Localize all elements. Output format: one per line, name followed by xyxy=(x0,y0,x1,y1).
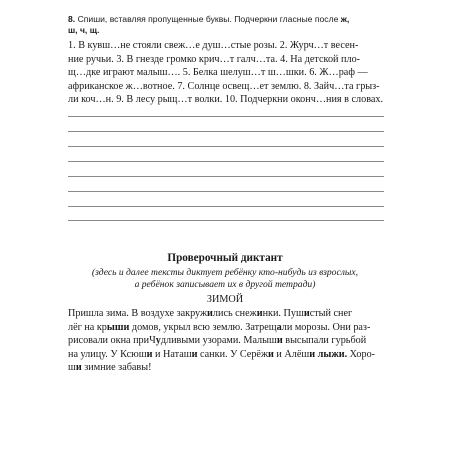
dictation-heading: Проверочный диктант xyxy=(167,252,283,264)
dictation-text-run: высыпали гурьбой xyxy=(282,335,367,346)
task-letters-2: ш, ч, щ. xyxy=(68,25,100,35)
highlighted-letters: и xyxy=(75,362,82,373)
dictation-text-run: ли морозы. Они раз- xyxy=(281,321,371,333)
writing-line xyxy=(68,206,384,207)
exercise-line: щ…дке играют малыш…. 5. Белка шелуш…т ш…шки. 6. Ж…раф — xyxy=(68,67,368,78)
dictation-line xyxy=(68,362,384,374)
highlighted-letters: и xyxy=(256,308,263,319)
highlighted-letters: и xyxy=(191,348,198,360)
dictation-line xyxy=(68,308,384,320)
dictation-text-run: лись снеж xyxy=(212,308,257,319)
dictation-line xyxy=(68,335,384,347)
task-number: 8. xyxy=(68,14,76,24)
writing-line xyxy=(68,220,384,221)
highlighted-letters: ыши xyxy=(106,321,130,333)
dictation-text-run: домов, укрыл всю землю. Затрещ xyxy=(129,321,277,333)
exercise-line: 1. В кувш…не стояли свеж…е душ…стые розы. 2. Журч…т весен- xyxy=(68,40,359,51)
highlighted-letters: и xyxy=(146,348,153,360)
task-instruction-continuation xyxy=(68,25,386,36)
task-instruction xyxy=(68,14,386,25)
dictation-text-run: лёг на кр xyxy=(68,321,107,333)
writing-line xyxy=(68,176,384,177)
writing-line xyxy=(68,161,384,162)
dictation-title: ЗИМОЙ xyxy=(206,294,244,305)
dictation-text-run: рисовали окна приЧ xyxy=(68,335,156,346)
highlighted-letters: и xyxy=(207,308,213,319)
dictation-text-run: зимние забавы! xyxy=(81,362,152,373)
task-instruction-text: Спиши, вставляя пропущенные буквы. Подчеркни гласные после xyxy=(77,14,339,24)
dictation-line xyxy=(68,322,384,334)
exercise-line: африканское ж…вотное. 7. Солнце освещ…ет землю. 8. Зайч…та грыз- xyxy=(68,80,380,92)
task-letters-1: ж, xyxy=(340,14,350,24)
highlighted-letters: а xyxy=(276,321,282,333)
dictation-note-line: (здесь и далее тексты диктует ребёнку кто-нибудь из взрослых, xyxy=(91,267,359,278)
dictation-text-run: ш xyxy=(68,362,76,373)
writing-line xyxy=(68,116,384,117)
dictation-text-run: и Наташ xyxy=(152,348,192,360)
dictation-line xyxy=(68,349,384,361)
exercise-line: ние ручьи. 3. В гнезде громко крич…т галч…та. 4. На детской пло- xyxy=(68,53,361,65)
dictation-text-run: и Алёш xyxy=(273,348,310,360)
dictation-text-run: Хоро- xyxy=(347,348,376,360)
writing-line xyxy=(68,191,384,192)
highlighted-letters: и xyxy=(303,308,310,319)
dictation-note-line: а ребёнок записывает их в другой тетради) xyxy=(134,279,316,290)
dictation-text-run: дливыми узорами. Малыш xyxy=(160,335,277,346)
dictation-text-run: Пришла зима. В воздухе закруж xyxy=(68,308,208,319)
dictation-text-run: стый снег xyxy=(309,308,353,319)
dictation-text-run: на улицу. У Ксюш xyxy=(68,348,147,360)
highlighted-letters: и лыжи. xyxy=(309,348,348,360)
writing-line xyxy=(68,131,384,132)
highlighted-letters: у xyxy=(155,335,161,346)
highlighted-letters: и xyxy=(276,335,283,346)
highlighted-letters: и xyxy=(268,348,274,360)
dictation-text-run: нки. Пуш xyxy=(262,308,304,319)
writing-line xyxy=(68,146,384,147)
exercise-line: ли коч…н. 9. В лесу рыщ…т волки. 10. Подчеркни оконч…ния в словах. xyxy=(68,94,384,105)
dictation-text-run: санки. У Серёж xyxy=(197,348,268,360)
